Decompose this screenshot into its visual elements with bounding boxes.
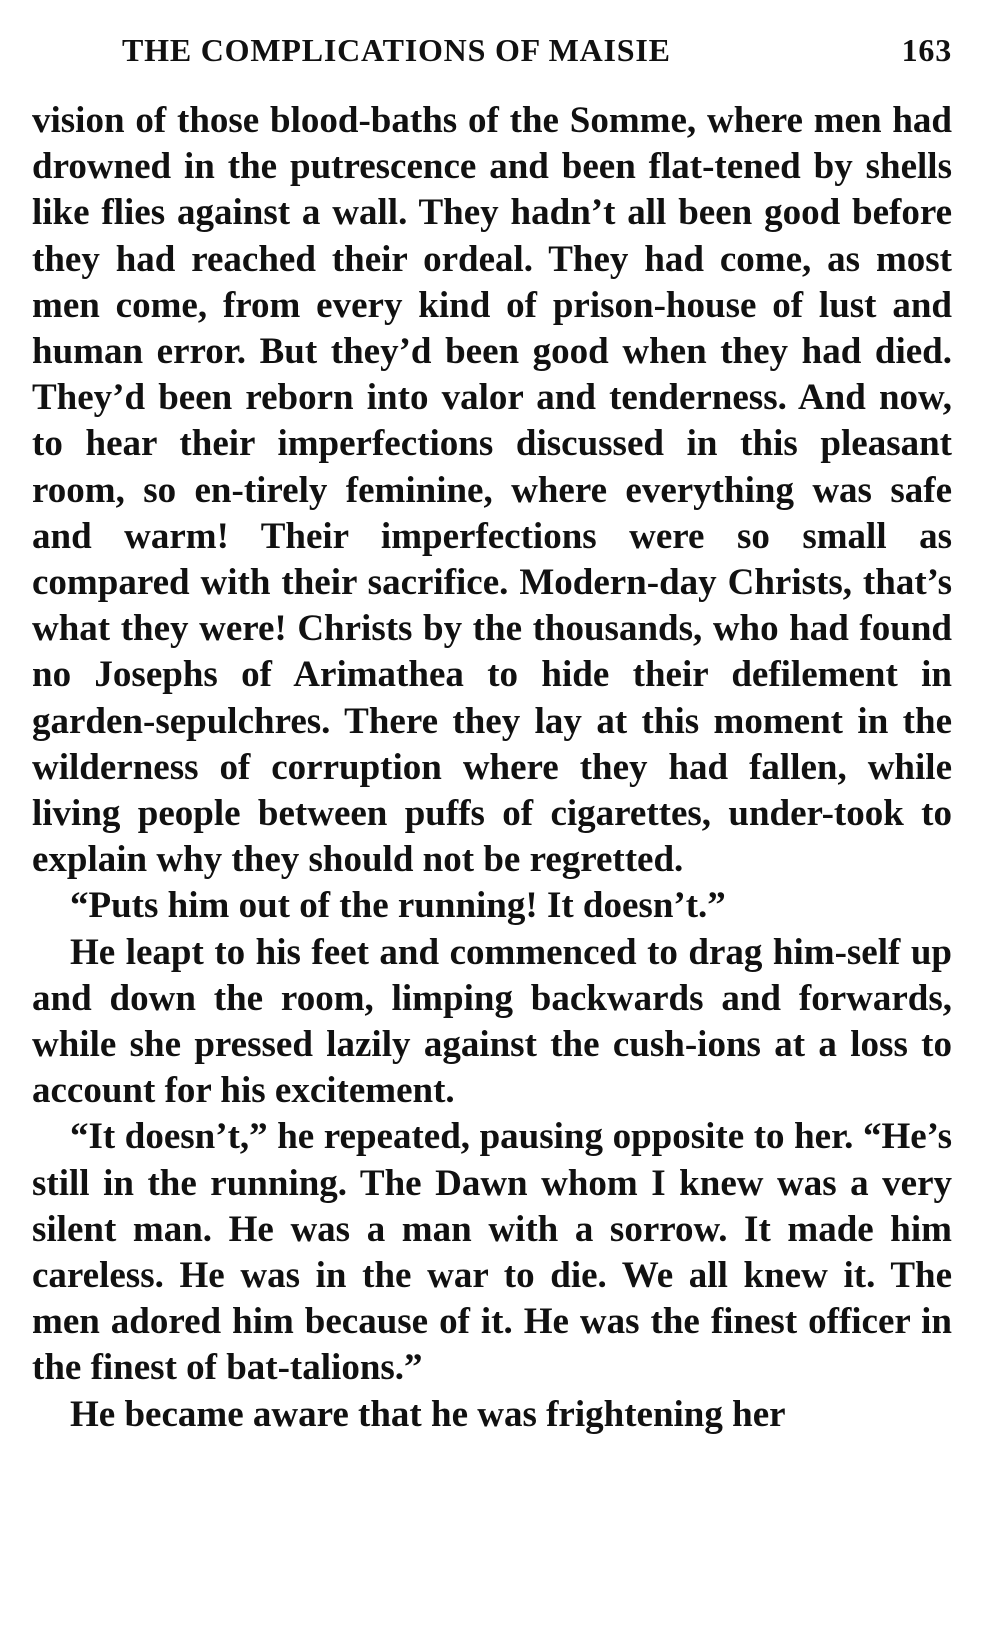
paragraph-4: “It doesn’t,” he repeated, pausing opposite to her. “He’s still in the running. The Dawn whom I knew was a very silent man. He was a man with a sorrow. It made him careless. He was in the war to die. We all knew it. The men adored him because of it. He was the finest officer in the finest of bat-talions.”: [32, 1116, 952, 1389]
body-text: [32, 98, 952, 1438]
running-head: [32, 22, 952, 76]
paragraph-1: vision of those blood-baths of the Somme, where men had drowned in the putrescence and been flat-tened by shells like flies against a wall. They hadn’t all been good before they had reached their ordeal. They had come, as most men come, from every kind of prison-house of lust and human error. But they’d been good when they had died. They’d been reborn into valor and tenderness. And now, to hear their imperfections discussed in this pleasant room, so en-tirely feminine, where everything was safe and warm! Their imperfections were so small as compared with their sacrifice. Modern-day Christs, that’s what they were! Christs by the thousands, who had found no Josephs of Arimathea to hide their defilement in garden-sepulchres. There they lay at this moment in the wilderness of corruption where they had fallen, while living people between puffs of cigarettes, under-took to explain why they should not be regretted.: [32, 100, 952, 881]
running-title: THE COMPLICATIONS OF MAISIE: [122, 32, 671, 68]
paragraph-3: He leapt to his feet and commenced to drag him-self up and down the room, limping backwards and forwards, while she pressed lazily against the cush-ions at a loss to account for his excitement.: [32, 931, 952, 1112]
paragraph-5: He became aware that he was frightening her: [70, 1393, 786, 1435]
page-number: 163: [901, 32, 952, 68]
paragraph-2: “Puts him out of the running! It doesn’t.”: [70, 885, 726, 927]
